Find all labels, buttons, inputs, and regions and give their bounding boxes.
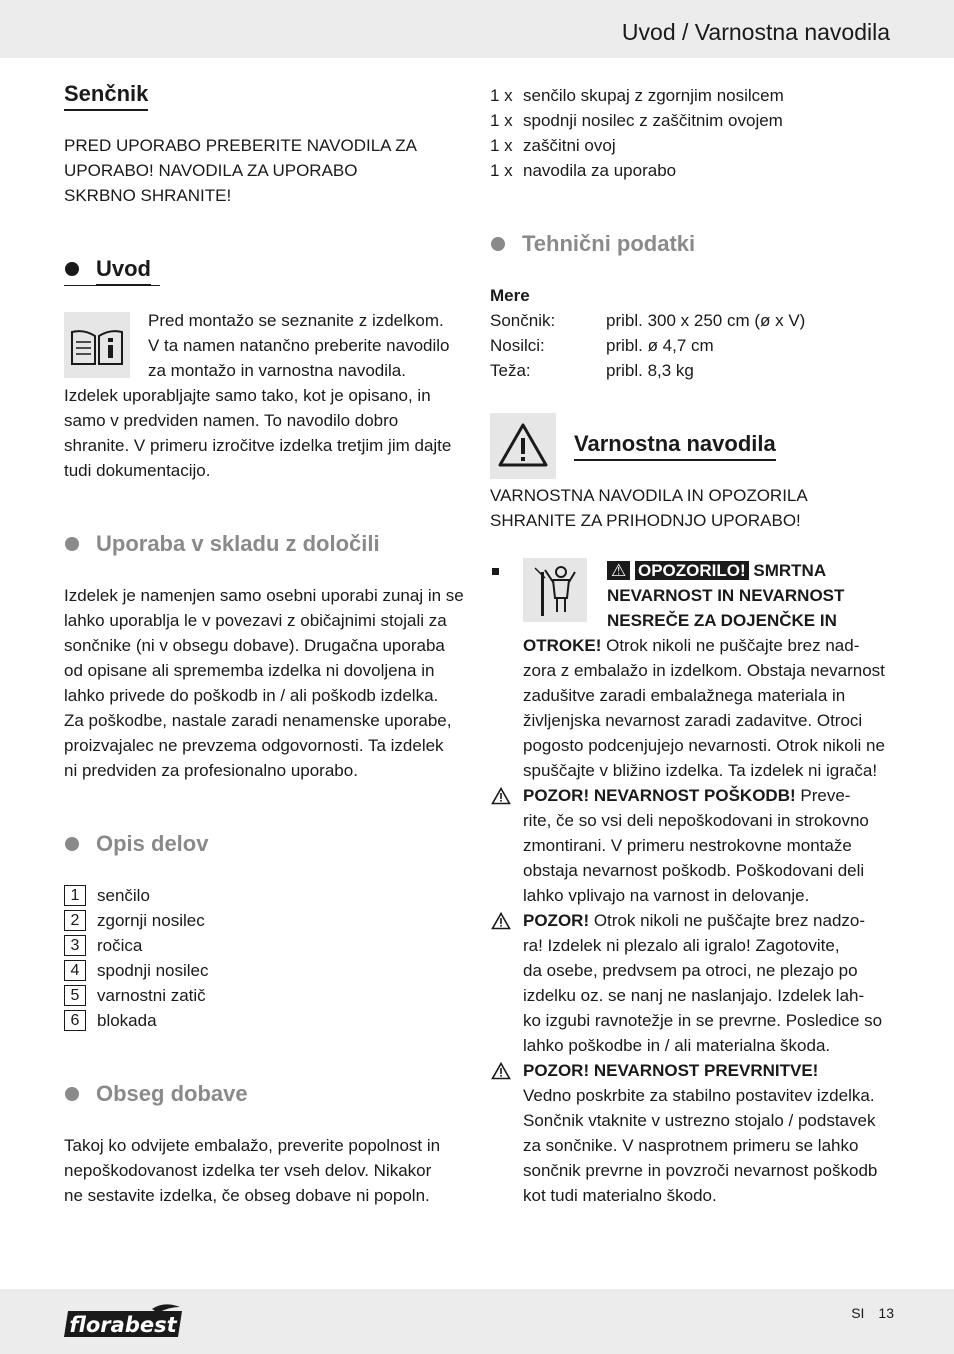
safety-caps: [490, 483, 890, 533]
heading-tech: Tehnični podatki: [522, 231, 696, 256]
read-instructions-warning: [64, 133, 464, 208]
warning-triangle-icon: [491, 912, 511, 930]
text-line: lahko poškodbe in / ali materialna škoda.: [523, 1036, 831, 1055]
info-book-icon: [64, 312, 130, 378]
text-line: V ta namen natančno preberite navodilo: [148, 336, 450, 355]
scope-item: [490, 158, 890, 183]
caps-line: SKRBNO SHRANITE!: [64, 186, 232, 205]
text-span: Preve-: [795, 786, 851, 805]
text-span: Otrok nikoli ne puščajte brez nadzo-: [589, 911, 866, 930]
text-span: SMRTNA: [753, 561, 827, 580]
text-line: sončnik prevrne in povzroči nevarnost poškodb: [523, 1161, 878, 1180]
heading-underline-extension: [64, 285, 160, 286]
bullet-icon: [65, 537, 79, 551]
product-title: Senčnik: [64, 80, 148, 111]
text-line: za montažo in varnostna navodila.: [148, 361, 406, 380]
bullet-icon: [491, 237, 505, 251]
part-number: 6: [64, 1010, 86, 1031]
bold-line: POZOR! NEVARNOST PREVRNITVE!: [523, 1061, 819, 1080]
text-line: zadušitve zaradi embalažnega materiala in: [523, 686, 846, 705]
brand-text: florabest: [69, 1313, 177, 1337]
spec-value: pribl. 8,3 kg: [606, 361, 694, 380]
warning-4: [523, 1058, 898, 1208]
spec-row: [490, 308, 890, 333]
bold-span: POZOR! NEVARNOST POŠKODB!: [523, 786, 796, 805]
spec-key: Teža:: [490, 361, 531, 380]
heading-uvod: [96, 255, 151, 286]
text-line: Sončnik vtaknite v ustrezno stojalo / podstavek: [523, 1111, 876, 1130]
text-line: ni predviden za profesionalno uporabo.: [64, 761, 358, 780]
part-item: [64, 983, 364, 1008]
section-title-sencnik: [64, 80, 148, 111]
spec-row: [490, 358, 890, 383]
heading-safety: [574, 430, 776, 461]
part-number: 3: [64, 935, 86, 956]
text-line: ra! Izdelek ni plezalo ali igralo! Zagotovite,: [523, 936, 840, 955]
text-line: proizvajalec ne prevzema odgovornosti. Ta izdelek: [64, 736, 444, 755]
dimensions-label: Mere: [490, 286, 530, 305]
page-footer: [0, 1289, 954, 1354]
scope-label: navodila za uporabo: [523, 161, 677, 180]
text-line: samo v predviden namen. To navodilo dobro: [64, 411, 399, 430]
spec-value: pribl. ø 4,7 cm: [606, 336, 714, 355]
text-line: ne sestavite izdelka, če obseg dobave ni popoln.: [64, 1186, 430, 1205]
bullet-icon: [65, 262, 79, 276]
text-line: pogosto podcenjujejo nevarnosti. Otrok nikoli ne: [523, 736, 885, 755]
caps-line: PRED UPORABO PREBERITE NAVODILA ZA: [64, 136, 417, 155]
text-line: nepoškodovanost izdelka ter vseh delov. Nikakor: [64, 1161, 432, 1180]
caps-line: SHRANITE ZA PRIHODNJO UPORABO!: [490, 511, 801, 530]
page-number-value: 13: [878, 1305, 894, 1321]
scope-qty: 1 x: [490, 86, 513, 105]
text-line: lahko uporablja le v povezavi z običajnimi stojali za: [64, 611, 447, 630]
part-number: 4: [64, 960, 86, 981]
text-line: NESREČE ZA DOJENČKE IN: [607, 611, 837, 630]
part-label: senčilo: [97, 886, 150, 905]
text-line: sončnike (ni v obsegu dobave). Drugačna uporaba: [64, 636, 445, 655]
heading-opis: Opis delov: [96, 831, 209, 856]
text-line: Pred montažo se seznanite z izdelkom.: [148, 311, 444, 330]
part-label: spodnji nosilec: [97, 961, 209, 980]
text-line: NEVARNOST IN NEVARNOST: [607, 586, 845, 605]
warning-triangle-icon: [490, 413, 556, 479]
heading-text: Varnostna navodila: [574, 430, 776, 461]
bullet-icon: [65, 1087, 79, 1101]
spec-value: pribl. 300 x 250 cm (ø x V): [606, 311, 806, 330]
part-item: [64, 883, 364, 908]
obseg-body: [64, 1133, 464, 1208]
text-line: življenjska nevarnost zaradi zadavitve. Otroci: [523, 711, 863, 730]
language-code: SI: [851, 1305, 865, 1321]
scope-label: spodnji nosilec z zaščitnim ovojem: [523, 111, 783, 130]
text-line: Izdelek je namenjen samo osebni uporabi zunaj in se: [64, 586, 464, 605]
text-line: za sončnike. V nasprotnem primeru se lahko: [523, 1136, 859, 1155]
text-line: lahko vplivajo na varnost in delovanje.: [523, 886, 810, 905]
text-line: ko izgubi ravnotežje in se prevrne. Posledice so: [523, 1011, 883, 1030]
scope-qty: 1 x: [490, 161, 513, 180]
uporaba-body: [64, 583, 469, 783]
scope-label: senčilo skupaj z zgornjim nosilcem: [523, 86, 784, 105]
caps-line: UPORABO! NAVODILA ZA UPORABO: [64, 161, 358, 180]
text-line: da osebe, predvsem pa otroci, ne plezajo po: [523, 961, 858, 980]
text-line: Izdelek uporabljajte samo tako, kot je opisano, in: [64, 386, 431, 405]
scope-qty: 1 x: [490, 111, 513, 130]
opozorilo-badge: OPOZORILO!: [635, 561, 749, 580]
part-item: [64, 1008, 364, 1033]
bullet-icon: [65, 837, 79, 851]
warning-2: [523, 783, 898, 908]
page-number: [837, 1303, 894, 1323]
text-line: Za poškodbe, nastale zaradi nenamenske uporabe,: [64, 711, 452, 730]
text-span: Otrok nikoli ne puščajte brez nad-: [601, 636, 860, 655]
part-number: 1: [64, 885, 86, 906]
part-number: 2: [64, 910, 86, 931]
text-line: spuščajte v bližino izdelka. Ta izdelek ni igrača!: [523, 761, 878, 780]
part-item: [64, 958, 364, 983]
part-label: varnostni zatič: [97, 986, 206, 1005]
spec-row: [490, 333, 890, 358]
list-square-icon: [492, 568, 499, 575]
caps-line: VARNOSTNA NAVODILA IN OPOZORILA: [490, 486, 808, 505]
part-label: blokada: [97, 1011, 157, 1030]
scope-label: zaščitni ovoj: [523, 136, 616, 155]
text-line: Vedno poskrbite za stabilno postavitev izdelka.: [523, 1086, 875, 1105]
part-item: [64, 908, 364, 933]
text-line: tudi dokumentacijo.: [64, 461, 211, 480]
text-line: zmontirani. V primeru nestrokovne montaže: [523, 836, 852, 855]
scope-item: [490, 133, 890, 158]
text-line: izdelku oz. se nanj ne naslanjajo. Izdelek lah-: [523, 986, 865, 1005]
scope-qty: 1 x: [490, 136, 513, 155]
uvod-body: [64, 383, 464, 483]
uvod-intro: [148, 308, 468, 383]
text-line: zora z embalažo in izdelkom. Obstaja nevarnost: [523, 661, 885, 680]
scope-item: [490, 83, 890, 108]
warning-1-head: [607, 558, 897, 633]
warning-small-icon: ⚠: [607, 561, 630, 580]
warning-triangle-icon: [491, 1062, 511, 1080]
scope-item: [490, 108, 890, 133]
page-title: Uvod / Varnostna navodila: [621, 19, 890, 45]
warning-3: [523, 908, 898, 1058]
warning-triangle-icon: [491, 787, 511, 805]
bold-span: POZOR!: [523, 911, 590, 930]
heading-text: Uvod: [96, 255, 151, 286]
child-hazard-icon: [523, 558, 587, 622]
warning-1-body: [523, 633, 898, 783]
heading-uporaba: Uporaba v skladu z določili: [96, 531, 380, 556]
part-item: [64, 933, 364, 958]
spec-key: Sončnik:: [490, 311, 556, 330]
text-line: od opisane ali sprememba izdelka ni dovoljena in: [64, 661, 435, 680]
text-line: Takoj ko odvijete embalažo, preverite popolnost in: [64, 1136, 441, 1155]
part-number: 5: [64, 985, 86, 1006]
text-line: rite, če so vsi deli nepoškodovani in strokovno: [523, 811, 869, 830]
text-line: obstaja nevarnost poškodb. Poškodovani deli: [523, 861, 865, 880]
spec-key: Nosilci:: [490, 336, 545, 355]
text-line: kot tudi materialno škodo.: [523, 1186, 717, 1205]
text-line: lahko privede do poškodb in / ali poškodb izdelka.: [64, 686, 439, 705]
part-label: zgornji nosilec: [97, 911, 205, 930]
page-header: [0, 0, 954, 58]
bold-span: OTROKE!: [523, 636, 602, 655]
heading-obseg: Obseg dobave: [96, 1081, 248, 1106]
part-label: ročica: [97, 936, 143, 955]
text-line: shranite. V primeru izročitve izdelka tretjim jim dajte: [64, 436, 452, 455]
florabest-logo: [64, 1303, 186, 1339]
